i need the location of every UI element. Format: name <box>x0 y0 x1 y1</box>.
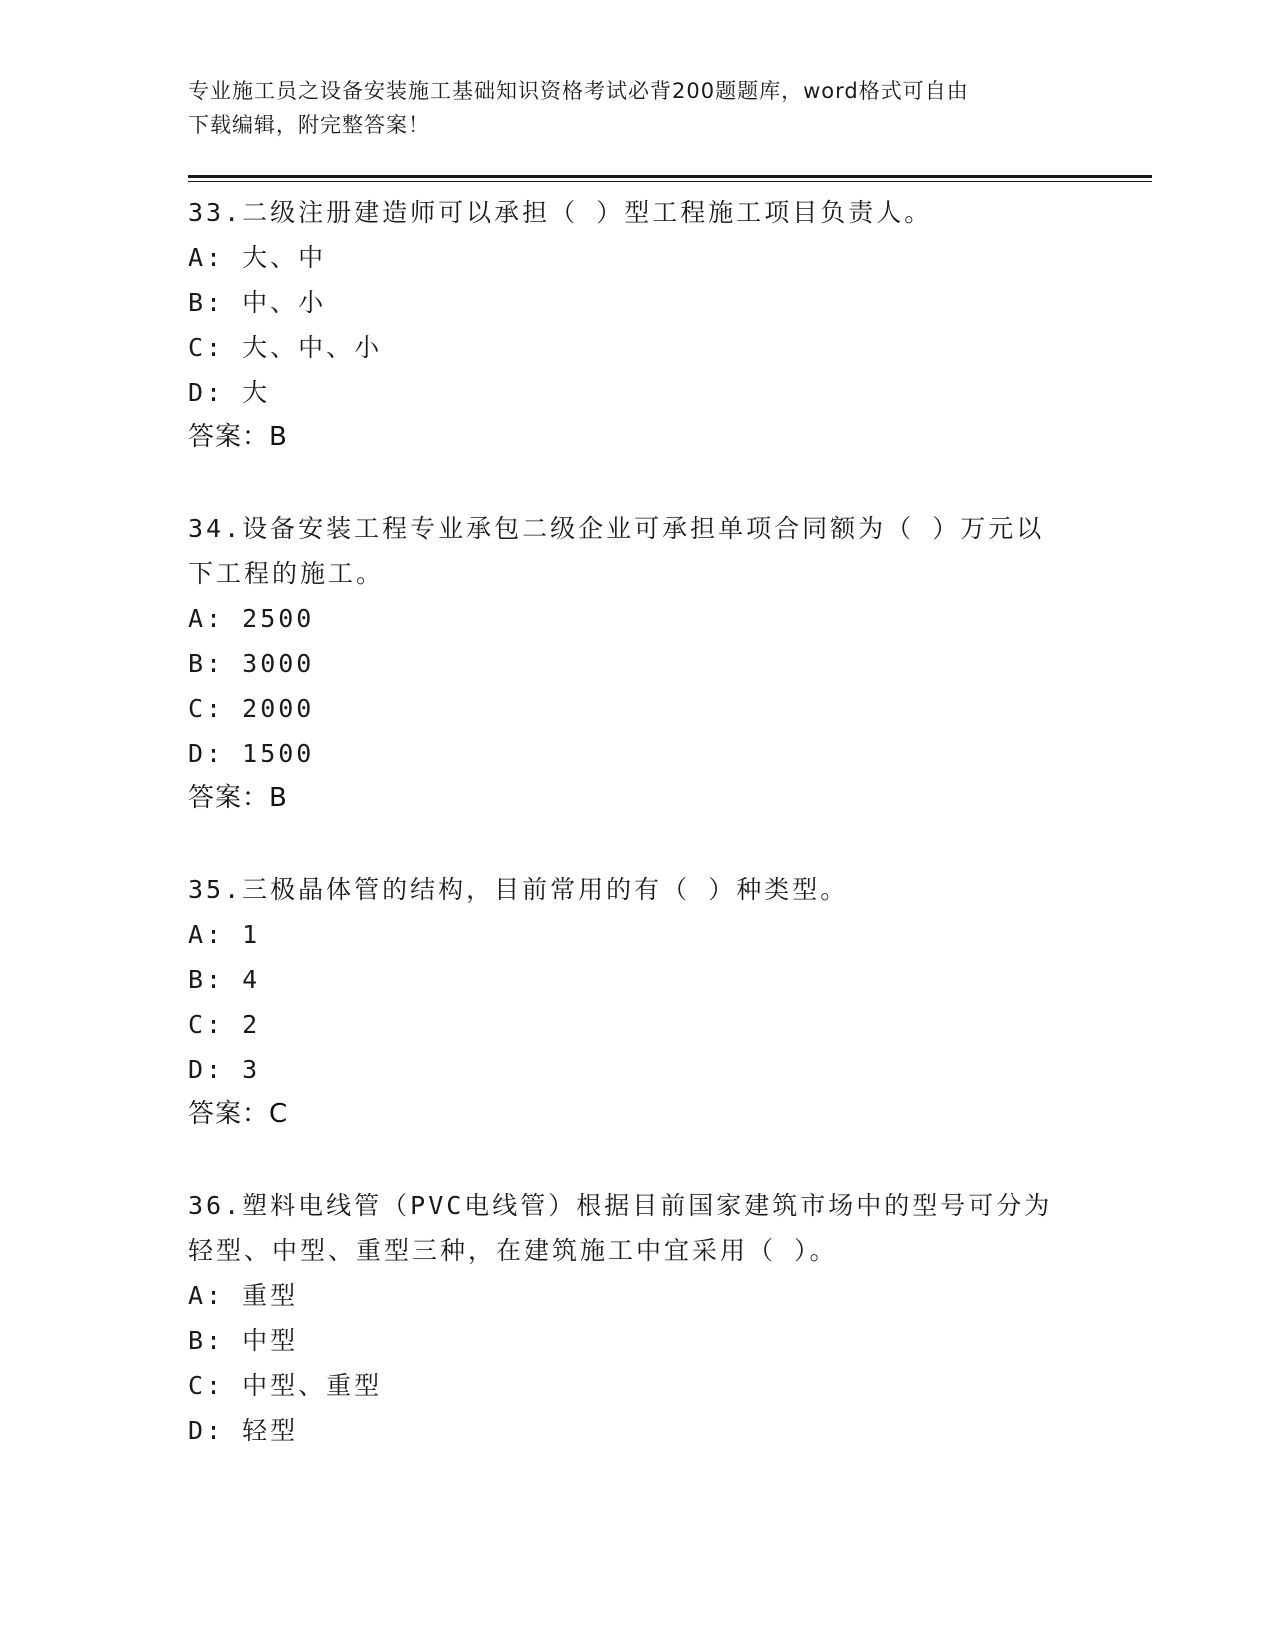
option-c: C: 中型、重型 <box>188 1371 383 1400</box>
option-a: A: 大、中 <box>188 243 327 272</box>
question-34 <box>188 506 1068 821</box>
option-c: C: 大、中、小 <box>188 333 383 362</box>
question-stem: 36.塑料电线管（PVC电线管）根据目前国家建筑市场中的型号可分为轻型、中型、重型三种，在建筑施工中宜采用（ ）。 <box>188 1191 1053 1265</box>
option-c: C: 2000 <box>188 694 315 723</box>
document-header <box>188 74 1068 142</box>
option-b: B: 中、小 <box>188 288 327 317</box>
option-a: A: 1 <box>188 920 261 949</box>
header-line-1: 专业施工员之设备安装施工基础知识资格考试必背200题题库，word格式可自由 <box>188 79 969 103</box>
option-d: D: 轻型 <box>188 1416 299 1445</box>
option-d: D: 3 <box>188 1055 261 1084</box>
answer-label: 答案：C <box>188 1099 289 1129</box>
question-list <box>188 190 1068 1499</box>
option-d: D: 1500 <box>188 739 315 768</box>
option-b: B: 中型 <box>188 1326 299 1355</box>
question-36 <box>188 1183 1068 1453</box>
option-c: C: 2 <box>188 1010 261 1039</box>
option-b: B: 4 <box>188 965 261 994</box>
question-stem: 33.二级注册建造师可以承担（ ）型工程施工项目负责人。 <box>188 198 933 227</box>
option-a: A: 重型 <box>188 1281 299 1310</box>
header-divider-thin <box>188 181 1152 182</box>
option-a: A: 2500 <box>188 604 315 633</box>
option-d: D: 大 <box>188 378 271 407</box>
question-33 <box>188 190 1068 460</box>
answer-label: 答案：B <box>188 783 288 813</box>
header-line-2: 下载编辑，附完整答案！ <box>188 113 430 137</box>
question-35 <box>188 867 1068 1137</box>
question-stem: 35.三极晶体管的结构，目前常用的有（ ）种类型。 <box>188 875 849 904</box>
answer-label: 答案：B <box>188 422 288 452</box>
header-divider-thick <box>188 175 1152 178</box>
question-stem: 34.设备安装工程专业承包二级企业可承担单项合同额为（ ）万元以下工程的施工。 <box>188 514 1045 588</box>
option-b: B: 3000 <box>188 649 315 678</box>
